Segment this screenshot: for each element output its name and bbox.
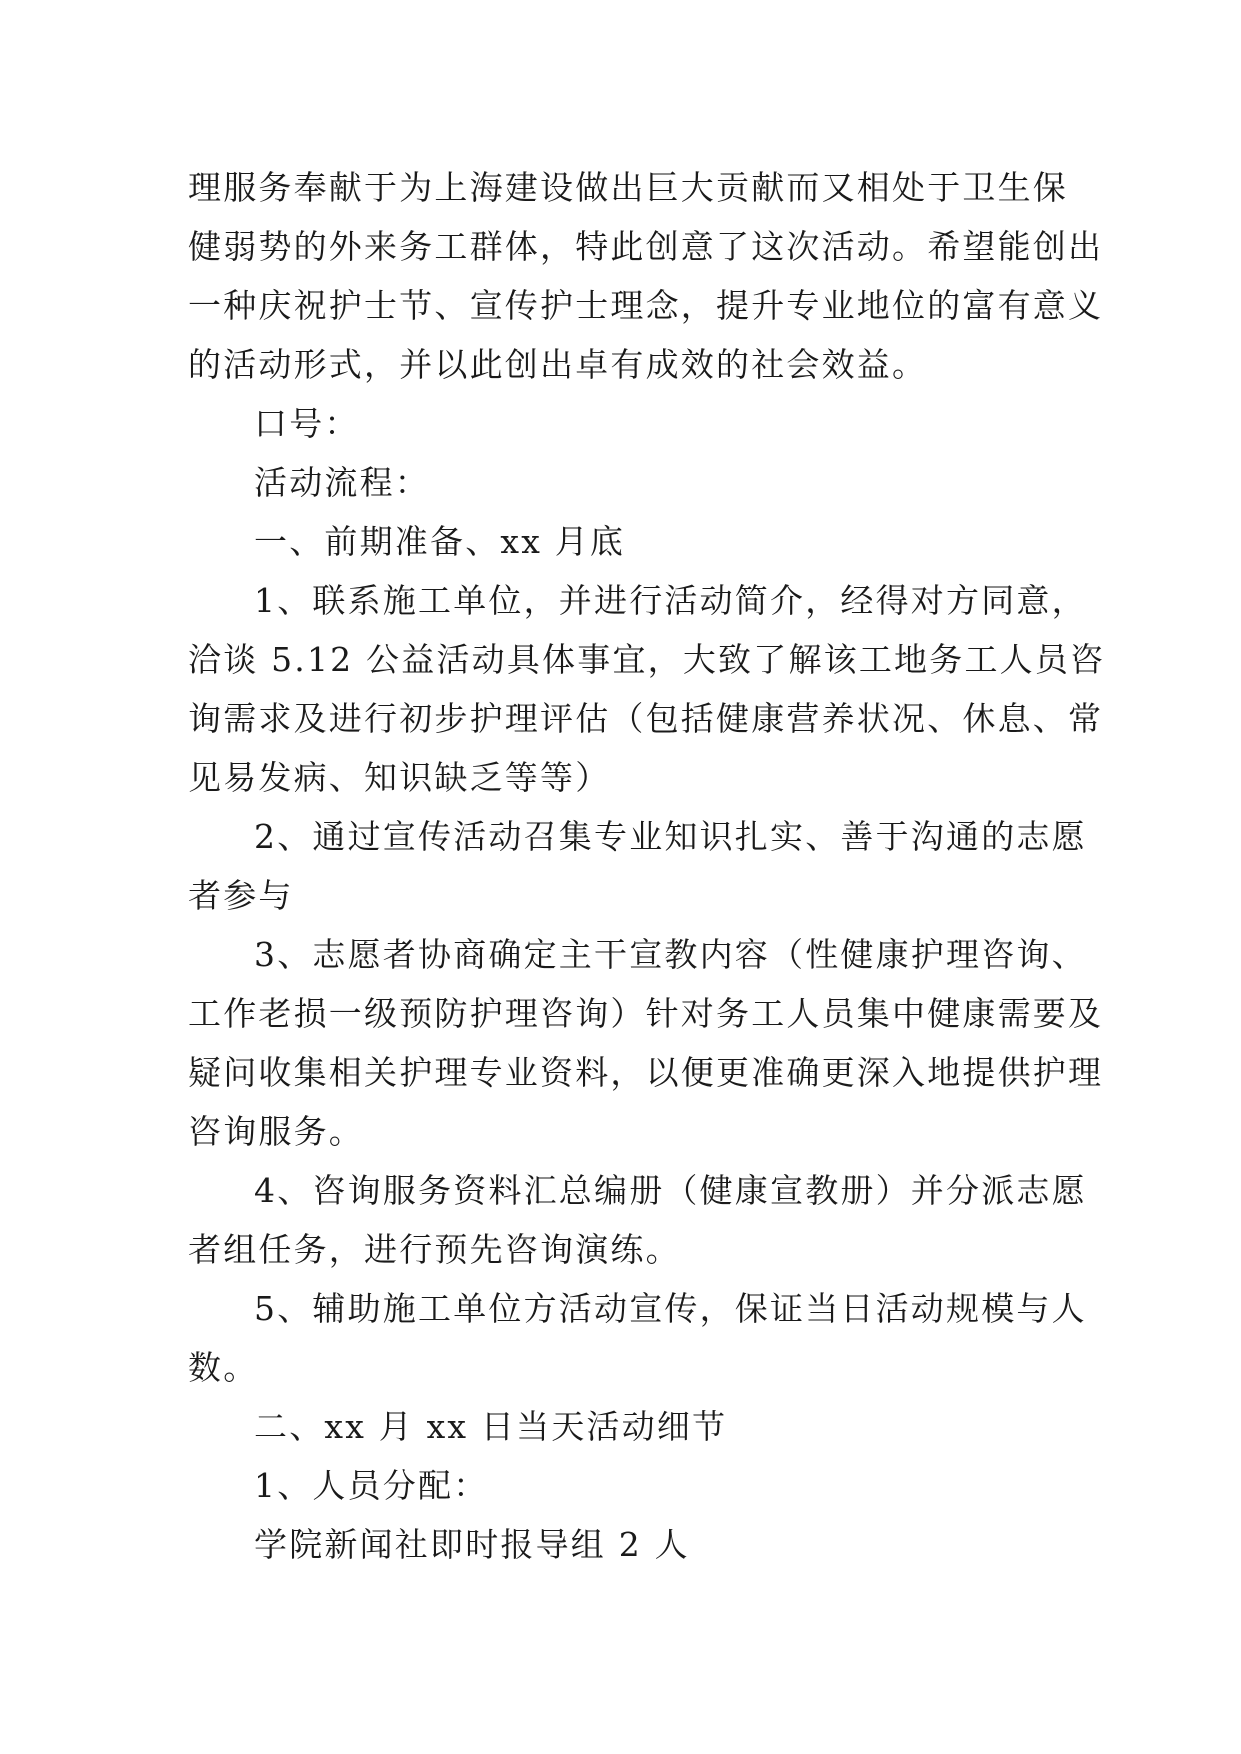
list-item-2-line: 2、通过宣传活动召集专业知识扎实、善于沟通的志愿 [254, 817, 1087, 856]
list-item-1-line: 询需求及进行初步护理评估（包括健康营养状况、休息、常 [188, 699, 1104, 738]
slogan-label: 口号： [254, 404, 360, 443]
paragraph-line: 理服务奉献于为上海建设做出巨大贡献而又相处于卫生保 [188, 168, 1068, 207]
staffing-heading: 1、人员分配： [254, 1466, 489, 1505]
list-item-3-line: 3、志愿者协商确定主干宣教内容（性健康护理咨询、 [254, 935, 1087, 974]
paragraph-line: 一种庆祝护士节、宣传护士理念，提升专业地位的富有意义 [188, 286, 1104, 325]
list-item-1-line: 1、联系施工单位，并进行活动简介，经得对方同意， [254, 581, 1087, 620]
section-heading-event-day: 二、xx 月 xx 日当天活动细节 [254, 1407, 728, 1446]
list-item-4-line: 者组任务，进行预先咨询演练。 [188, 1230, 681, 1269]
list-item-5-line: 5、辅助施工单位方活动宣传，保证当日活动规模与人 [254, 1289, 1087, 1328]
section-heading-preparation: 一、前期准备、xx 月底 [254, 522, 626, 561]
list-item-4-line: 4、咨询服务资料汇总编册（健康宣教册）并分派志愿 [254, 1171, 1087, 1210]
staffing-item: 学院新闻社即时报导组 2 人 [254, 1525, 690, 1564]
paragraph-line: 健弱势的外来务工群体，特此创意了这次活动。希望能创出 [188, 227, 1104, 266]
list-item-3-line: 咨询服务。 [188, 1112, 364, 1151]
process-heading: 活动流程： [254, 463, 430, 502]
list-item-1-line: 洽谈 5.12 公益活动具体事宜，大致了解该工地务工人员咨 [188, 640, 1106, 679]
list-item-3-line: 工作老损一级预防护理咨询）针对务工人员集中健康需要及 [188, 994, 1104, 1033]
list-item-5-line: 数。 [188, 1348, 259, 1387]
list-item-1-line: 见易发病、知识缺乏等等） [188, 758, 611, 797]
list-item-3-line: 疑问收集相关护理专业资料，以便更准确更深入地提供护理 [188, 1053, 1104, 1092]
list-item-2-line: 者参与 [188, 876, 294, 915]
document-body [188, 158, 1106, 1574]
paragraph-line: 的活动形式，并以此创出卓有成效的社会效益。 [188, 345, 928, 384]
